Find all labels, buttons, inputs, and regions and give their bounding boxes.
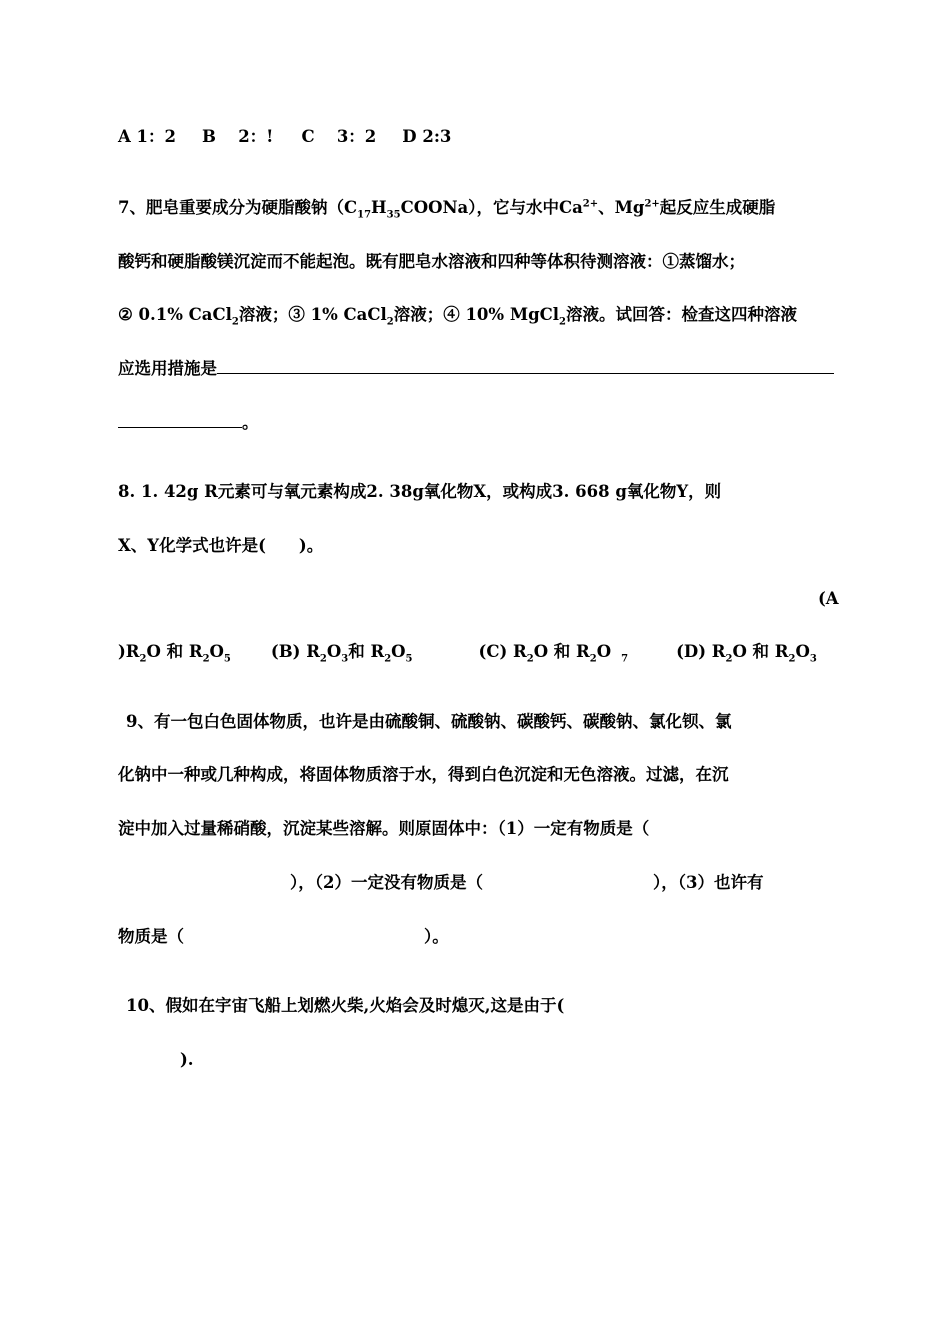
q8-option-c: (C) $R_2O$ 和 $R_2O$ $_7$ bbox=[478, 642, 629, 665]
q7-sub-2b: 2 bbox=[386, 316, 394, 328]
q7-line-3 bbox=[118, 303, 797, 327]
q8-option-b: (B) $R_2O_3$和 $R_2O_5$ bbox=[270, 642, 413, 665]
q7-end: 起反应生成硬脂 bbox=[659, 198, 776, 217]
q9-line-4 bbox=[290, 871, 763, 895]
q7-sub-17: 17 bbox=[357, 209, 372, 221]
q9-possible-label: 物质是（ bbox=[118, 927, 184, 946]
q8-option-d: (D) $R_2O$ 和 $R_2O_3$ bbox=[676, 642, 817, 665]
q7-sub-2c: 2 bbox=[559, 316, 567, 328]
q7-mid: 、Mg bbox=[598, 198, 645, 217]
q7-h: H bbox=[371, 198, 387, 217]
q7-line-1 bbox=[118, 196, 775, 220]
q8-line-1: 8. 1. 42g R元素可与氧元素构成2. 38g氧化物X，或构成3. 668 g氧化物Y，则 bbox=[118, 482, 722, 501]
q9-part-2: ），（2）一定没有物质是（ bbox=[290, 873, 483, 892]
q7-sub-35: 35 bbox=[386, 209, 401, 221]
answer-blank-line[interactable] bbox=[217, 372, 834, 374]
q8-paren-a: (A bbox=[818, 589, 839, 608]
q9-line-5 bbox=[118, 925, 449, 949]
q7-period: 。 bbox=[242, 413, 259, 432]
q9-line-3: 淀中加入过量稀硝酸，沉淀某些溶解。则原固体中：（1）一定有物质是（ bbox=[118, 819, 650, 838]
q6-option-c: C 3：2 bbox=[301, 127, 377, 146]
q9-line-2: 化钠中一种或几种构成，将固体物质溶于水，得到白色沉淀和无色溶液。过滤，在沉 bbox=[118, 765, 729, 784]
q9-line-1: 9、有一包白色固体物质，也许是由硫酸铜、硫酸钠、碳酸钙、碳酸钠、氯化钡、氯 bbox=[126, 712, 732, 731]
q6-option-a: A 1：2 bbox=[118, 127, 177, 146]
q7-question: 溶液。试回答：检查这四种溶液 bbox=[566, 305, 798, 324]
q7-sup-mg: 2+ bbox=[644, 198, 660, 210]
q9-part-3: ），（3）也许有 bbox=[652, 873, 764, 892]
q8-line-2: X、Y化学式也许是( )。 bbox=[118, 536, 324, 555]
q7-line-5 bbox=[118, 411, 259, 435]
q7-intro: 7、肥皂重要成分为硬脂酸钠（C bbox=[118, 198, 358, 217]
q7-line-4 bbox=[118, 357, 834, 381]
q7-option-3: 溶液；③ 1% CaCl bbox=[238, 305, 387, 324]
q7-sup-ca: 2+ bbox=[582, 198, 599, 210]
q7-answer-prompt: 应选用措施是 bbox=[118, 359, 217, 378]
q6-option-d: D 2:3 bbox=[402, 127, 452, 146]
q8-options bbox=[118, 640, 817, 664]
q9-close: ）。 bbox=[424, 927, 449, 946]
q6-options bbox=[118, 125, 451, 149]
q7-option-1-2: ② 0.1% CaCl bbox=[118, 305, 232, 324]
q7-tail: COONa），它与水中Ca bbox=[400, 198, 583, 217]
q7-option-4: 溶液；④ 10% MgCl bbox=[393, 305, 560, 324]
q10-line-2: ). bbox=[180, 1050, 194, 1069]
q8-option-a: )$R_2O$ 和 $R_2O_5$ bbox=[118, 642, 231, 665]
q10-line-1: 10、假如在宇宙飞船上划燃火柴,火焰会及时熄灭,这是由于( bbox=[126, 996, 565, 1015]
q7-line-2: 酸钙和硬脂酸镁沉淀而不能起泡。既有肥皂水溶液和四种等体积待测溶液：①蒸馏水； bbox=[118, 252, 745, 271]
q6-option-b: B 2：! bbox=[202, 127, 274, 146]
answer-blank-line[interactable] bbox=[118, 426, 242, 428]
q7-sub-2a: 2 bbox=[231, 316, 239, 328]
